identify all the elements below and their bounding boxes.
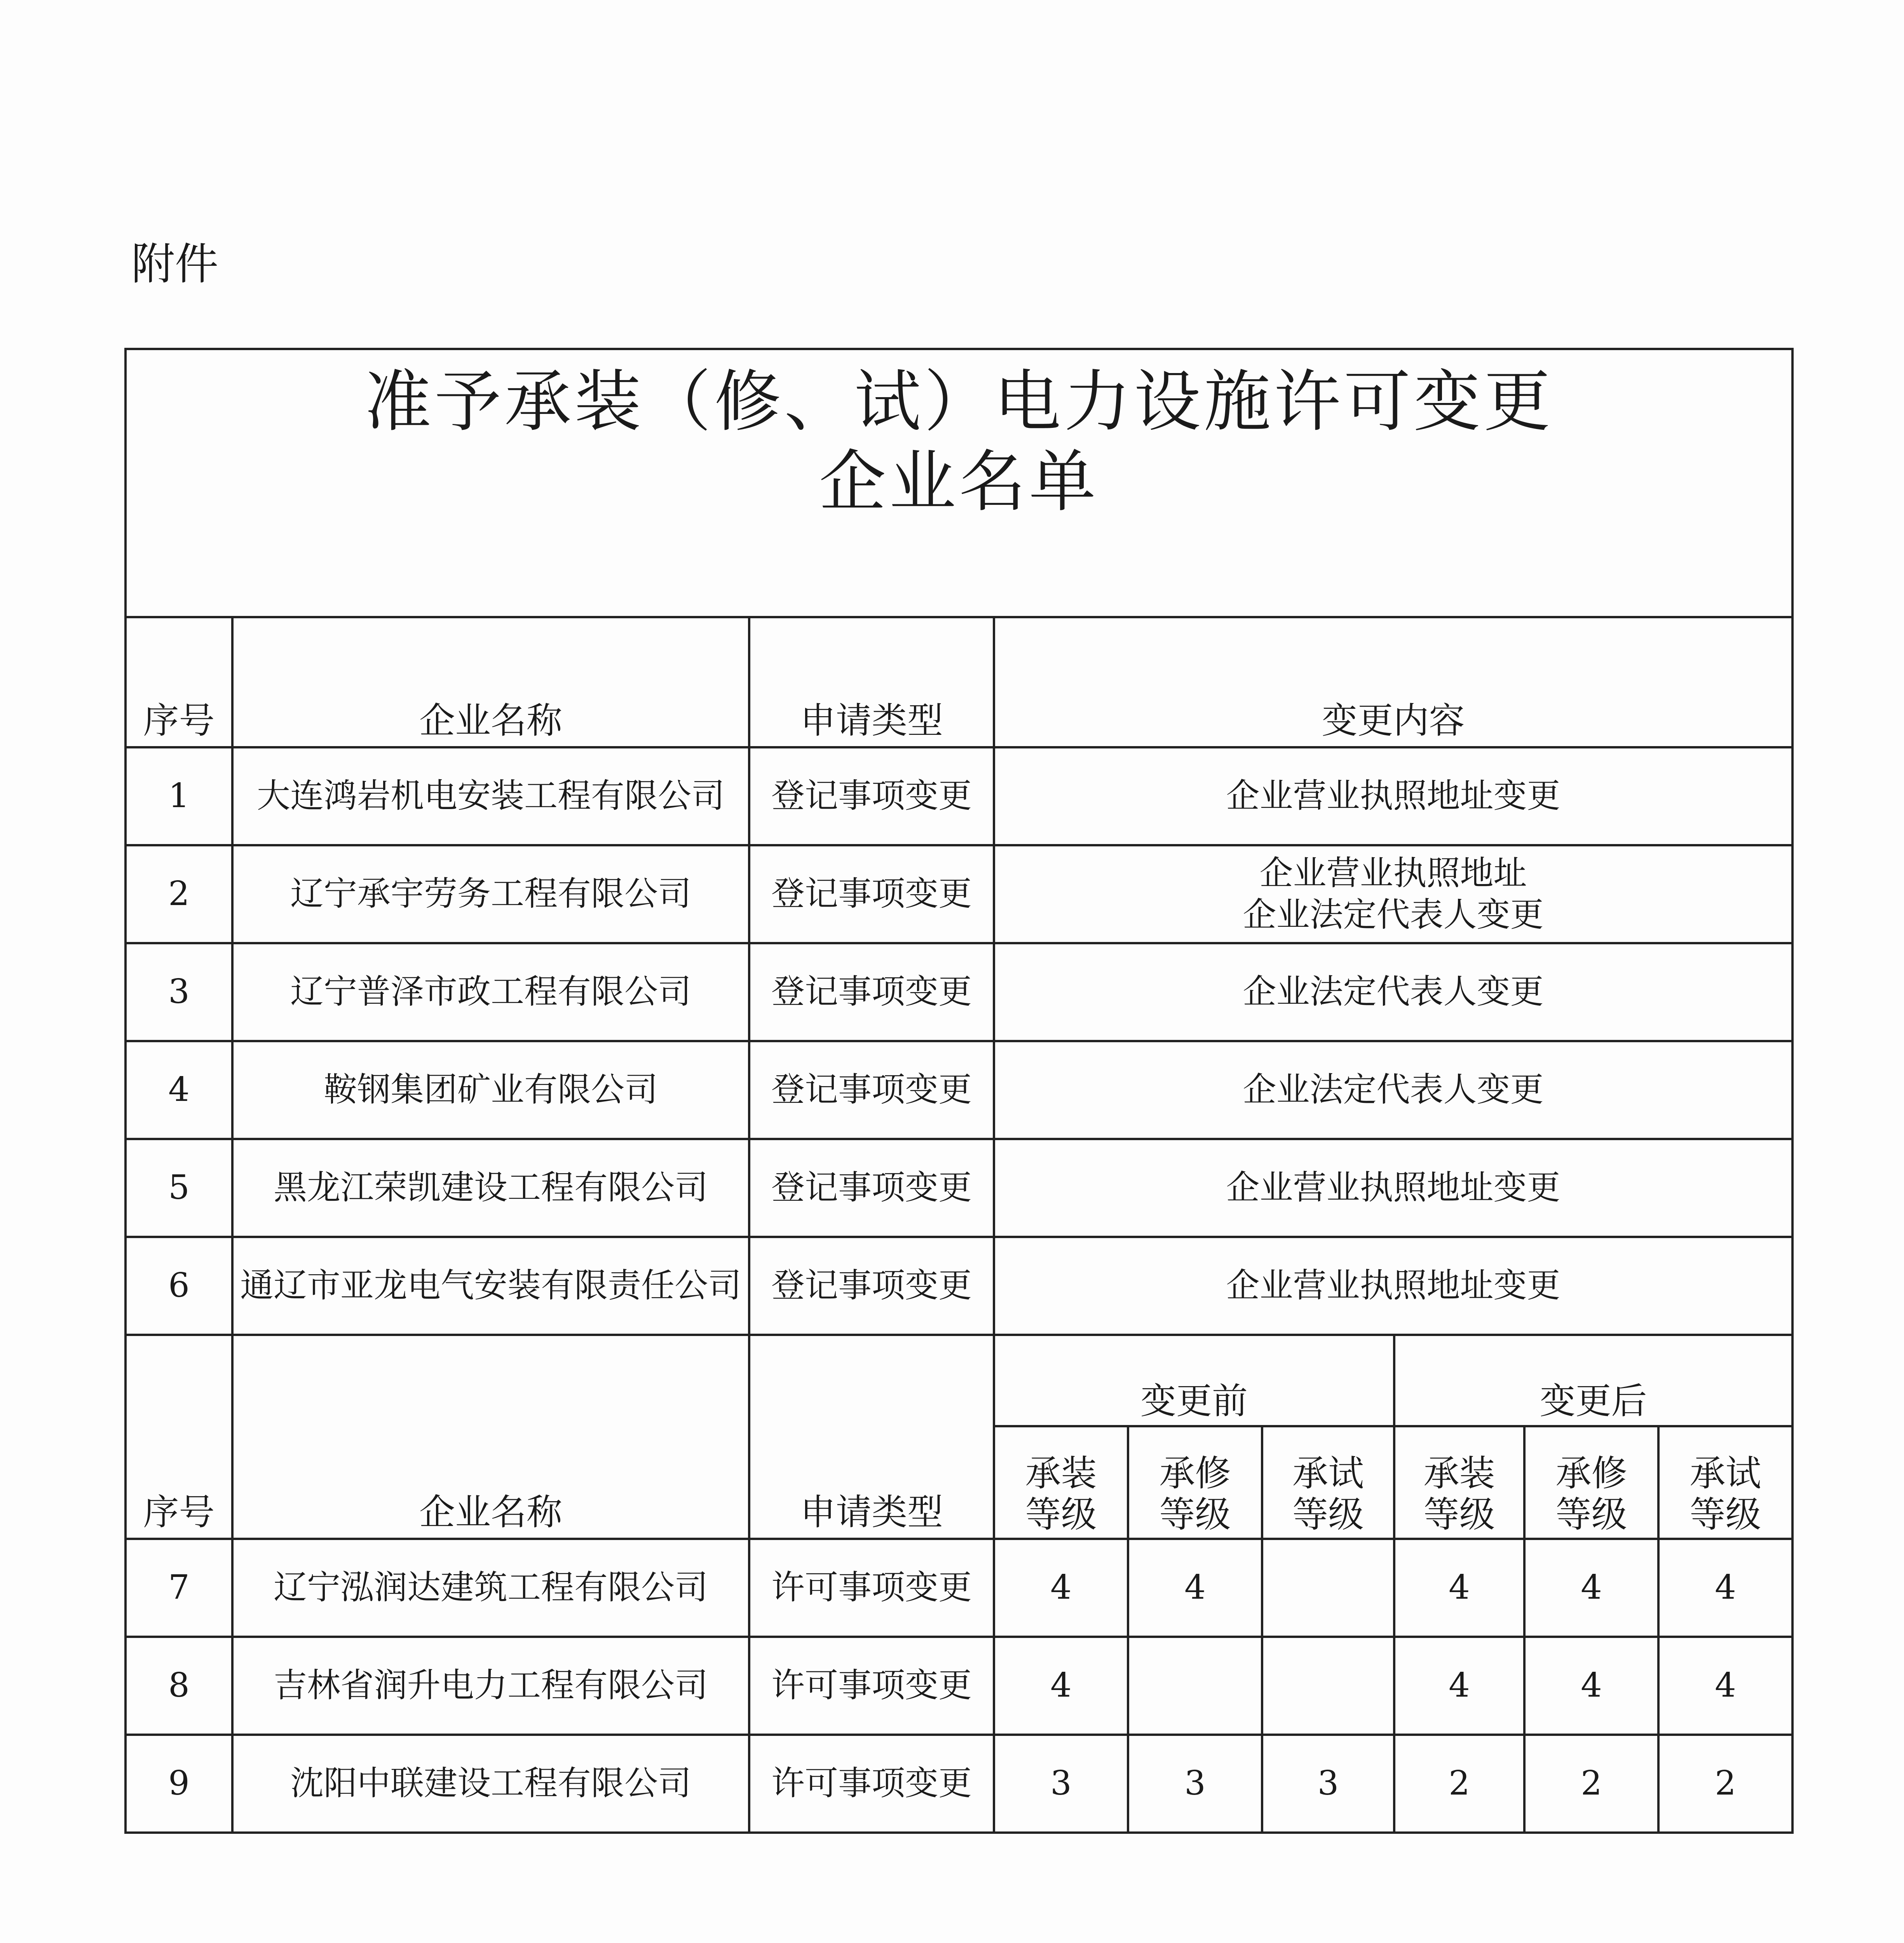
row-type: 许可事项变更 — [749, 1637, 994, 1735]
header-test-grade — [1658, 1426, 1792, 1539]
header-line: 等级 — [1292, 1494, 1364, 1536]
grade-before: 4 — [994, 1539, 1128, 1637]
section1-header-row — [126, 617, 1792, 747]
row-content — [994, 1041, 1792, 1139]
row-content — [994, 845, 1792, 943]
row-type: 登记事项变更 — [749, 1237, 994, 1335]
grade-before: 3 — [994, 1735, 1128, 1833]
row-type: 登记事项变更 — [749, 845, 994, 943]
row-seq: 6 — [126, 1237, 232, 1335]
grade-after: 4 — [1658, 1637, 1792, 1735]
grade-before — [1128, 1637, 1262, 1735]
header-line: 承修 — [1555, 1453, 1627, 1495]
header-type: 申请类型 — [749, 617, 994, 747]
header-line: 等级 — [1555, 1494, 1627, 1536]
header-line: 等级 — [1159, 1494, 1231, 1536]
grade-after: 4 — [1394, 1539, 1524, 1637]
license-change-table — [124, 348, 1794, 1834]
title-line-2: 企业名单 — [819, 443, 1099, 521]
page-title — [126, 349, 1792, 617]
grade-before: 4 — [994, 1637, 1128, 1735]
title-line-1: 准予承装（修、试）电力设施许可变更 — [364, 363, 1554, 441]
row-type: 登记事项变更 — [749, 943, 994, 1041]
row-seq: 3 — [126, 943, 232, 1041]
row-content — [994, 747, 1792, 845]
header-repair-grade — [1524, 1426, 1658, 1539]
header-line: 承装 — [1025, 1453, 1097, 1495]
row-seq: 9 — [126, 1735, 232, 1833]
grade-before: 3 — [1128, 1735, 1262, 1833]
row-company: 沈阳中联建设工程有限公司 — [232, 1735, 749, 1833]
table-row — [126, 1637, 1792, 1735]
row-type: 登记事项变更 — [749, 747, 994, 845]
table-row — [126, 943, 1792, 1041]
table-row — [126, 1735, 1792, 1833]
header-line: 等级 — [1690, 1494, 1761, 1536]
row-seq: 8 — [126, 1637, 232, 1735]
grade-after: 2 — [1524, 1735, 1658, 1833]
header-line: 承试 — [1690, 1453, 1761, 1495]
row-content-line: 企业法定代表人变更 — [1243, 972, 1544, 1012]
row-company: 吉林省润升电力工程有限公司 — [232, 1637, 749, 1735]
header-company: 企业名称 — [232, 1335, 749, 1539]
grade-after: 4 — [1524, 1539, 1658, 1637]
row-type: 登记事项变更 — [749, 1139, 994, 1237]
row-seq: 1 — [126, 747, 232, 845]
row-content — [994, 943, 1792, 1041]
header-line: 等级 — [1423, 1494, 1495, 1536]
table-row — [126, 1041, 1792, 1139]
row-content-line: 企业法定代表人变更 — [1243, 895, 1544, 934]
grade-after: 4 — [1524, 1637, 1658, 1735]
row-company: 大连鸿岩机电安装工程有限公司 — [232, 747, 749, 845]
header-type: 申请类型 — [749, 1335, 994, 1539]
row-company: 鞍钢集团矿业有限公司 — [232, 1041, 749, 1139]
table-row — [126, 1139, 1792, 1237]
grade-before: 4 — [1128, 1539, 1262, 1637]
header-install-grade — [1394, 1426, 1524, 1539]
table-row — [126, 1237, 1792, 1335]
row-seq: 4 — [126, 1041, 232, 1139]
header-before: 变更前 — [994, 1335, 1394, 1426]
row-type: 许可事项变更 — [749, 1735, 994, 1833]
row-content-line: 企业营业执照地址变更 — [1226, 776, 1561, 816]
header-content: 变更内容 — [994, 617, 1792, 747]
header-line: 承修 — [1159, 1453, 1231, 1495]
row-company: 通辽市亚龙电气安装有限责任公司 — [232, 1237, 749, 1335]
header-install-grade — [994, 1426, 1128, 1539]
table-row — [126, 1539, 1792, 1637]
header-line: 承装 — [1423, 1453, 1495, 1495]
grade-after: 4 — [1394, 1637, 1524, 1735]
grade-before — [1262, 1539, 1394, 1637]
header-repair-grade — [1128, 1426, 1262, 1539]
header-seq: 序号 — [126, 1335, 232, 1539]
row-content-line: 企业营业执照地址变更 — [1226, 1168, 1561, 1207]
header-line: 承试 — [1292, 1453, 1364, 1495]
table-row — [126, 845, 1792, 943]
row-company: 辽宁普泽市政工程有限公司 — [232, 943, 749, 1041]
header-seq: 序号 — [126, 617, 232, 747]
grade-after: 2 — [1658, 1735, 1792, 1833]
row-content — [994, 1237, 1792, 1335]
row-seq: 7 — [126, 1539, 232, 1637]
row-content-line: 企业营业执照地址 — [1259, 853, 1527, 893]
table-row — [126, 747, 1792, 845]
header-line: 等级 — [1025, 1494, 1097, 1536]
row-company: 辽宁泓润达建筑工程有限公司 — [232, 1539, 749, 1637]
header-company: 企业名称 — [232, 617, 749, 747]
row-content — [994, 1139, 1792, 1237]
header-test-grade — [1262, 1426, 1394, 1539]
grade-before: 3 — [1262, 1735, 1394, 1833]
row-company: 黑龙江荣凯建设工程有限公司 — [232, 1139, 749, 1237]
header-after: 变更后 — [1394, 1335, 1792, 1426]
grade-after: 4 — [1658, 1539, 1792, 1637]
row-type: 登记事项变更 — [749, 1041, 994, 1139]
section2-header-row — [126, 1335, 1792, 1426]
grade-after: 2 — [1394, 1735, 1524, 1833]
row-type: 许可事项变更 — [749, 1539, 994, 1637]
row-seq: 2 — [126, 845, 232, 943]
attachment-label: 附件 — [131, 239, 218, 290]
row-seq: 5 — [126, 1139, 232, 1237]
grade-before — [1262, 1637, 1394, 1735]
row-content-line: 企业法定代表人变更 — [1243, 1070, 1544, 1109]
row-company: 辽宁承宇劳务工程有限公司 — [232, 845, 749, 943]
row-content-line: 企业营业执照地址变更 — [1226, 1266, 1561, 1305]
